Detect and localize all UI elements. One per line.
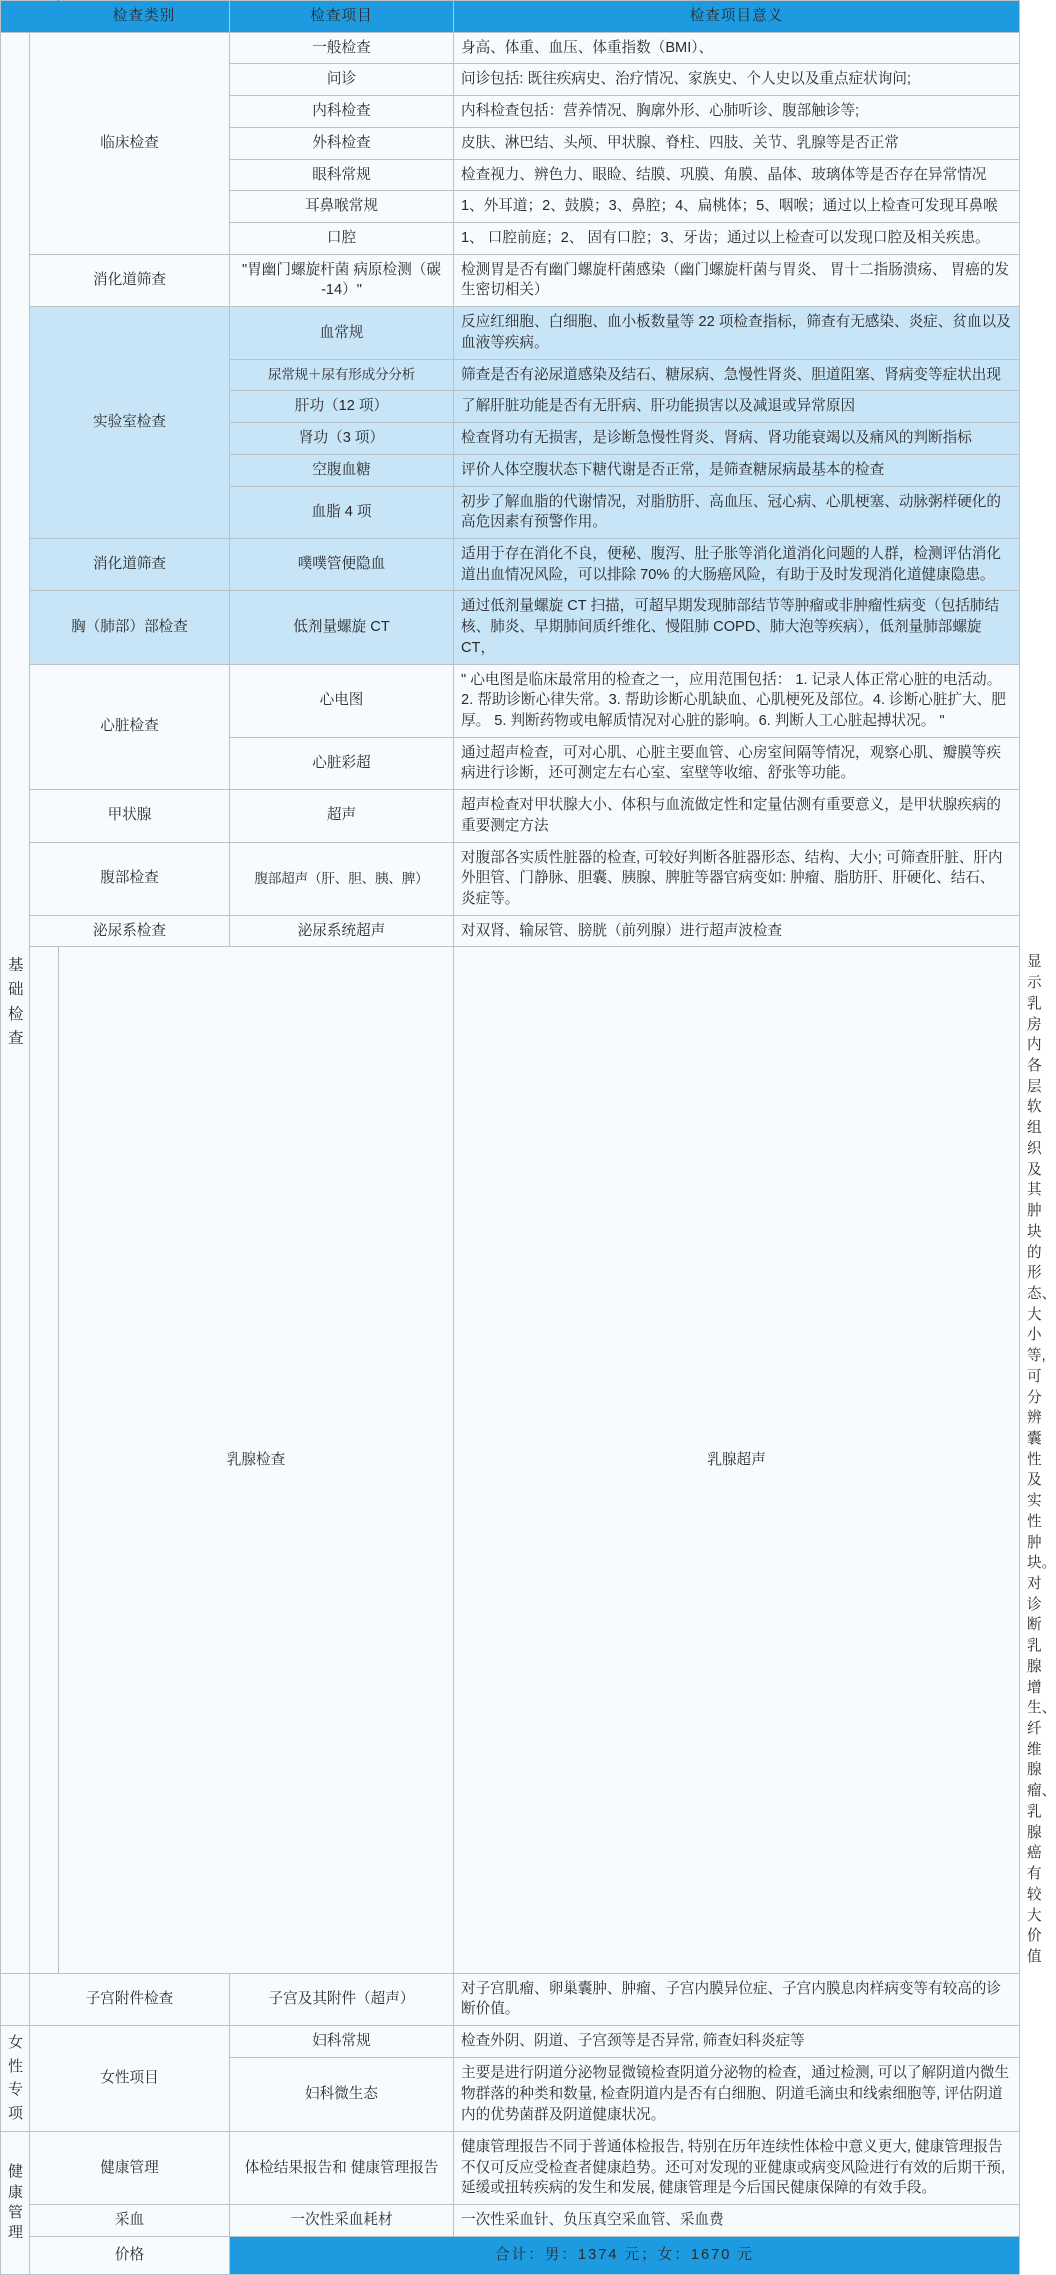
item-name: 一般检查 bbox=[230, 32, 454, 64]
item-name: "胃幽门螺旋杆菌 病原检测（碳 -14）" bbox=[230, 254, 454, 306]
item-name: 体检结果报告和 健康管理报告 bbox=[230, 2131, 454, 2204]
item-name: 子宫及其附件（超声） bbox=[230, 1973, 454, 2025]
header-item: 检查项目 bbox=[230, 1, 454, 33]
item-name: 心脏彩超 bbox=[230, 737, 454, 789]
item-meaning: 对子宫肌瘤、卵巢囊肿、肿瘤、子宫内膜异位症、子宫内膜息肉样病变等有较高的诊断价值。 bbox=[454, 1973, 1020, 2025]
item-meaning: 适用于存在消化不良，便秘、腹泻、肚子胀等消化道消化问题的人群，检测评估消化道出血情况风险，可以排除 70% 的大肠癌风险，有助于及时发现消化道健康隐患。 bbox=[454, 538, 1020, 590]
item-name: 妇科常规 bbox=[230, 2026, 454, 2058]
group-label-health: 健康管理 bbox=[8, 2163, 24, 2242]
item-meaning: 检查视力、辨色力、眼睑、结膜、巩膜、角膜、晶体、玻璃体等是否存在异常情况 bbox=[454, 159, 1020, 191]
category-chest: 胸（肺部）部检查 bbox=[30, 591, 230, 664]
price-total-value: 合计：男：1374 元；女：1670 元 bbox=[230, 2236, 1020, 2274]
price-label: 价格 bbox=[30, 2236, 230, 2274]
category-urinary: 泌尿系检查 bbox=[30, 915, 230, 947]
item-name: 心电图 bbox=[230, 664, 454, 737]
header-category: 检查类别 bbox=[59, 1, 230, 33]
item-name: 肝功（12 项） bbox=[230, 391, 454, 423]
item-meaning: 评价人体空腹状态下糖代谢是否正常，是筛查糖尿病最基本的检查 bbox=[454, 454, 1020, 486]
item-name: 妇科微生态 bbox=[230, 2058, 454, 2132]
item-meaning: 初步了解血脂的代谢情况，对脂肪肝、高血压、冠心病、心肌梗塞、动脉粥样硬化的高危因素有预警作用。 bbox=[454, 486, 1020, 538]
item-name: 口腔 bbox=[230, 223, 454, 255]
item-name: 一次性采血耗材 bbox=[230, 2205, 454, 2237]
category-blood-draw: 采血 bbox=[30, 2205, 230, 2237]
table-row bbox=[1, 307, 1020, 359]
table-row bbox=[1, 2026, 1020, 2058]
item-meaning: 对腹部各实质性脏器的检查, 可较好判断各脏器形态、结构、大小; 可筛查肝脏、肝内外胆管、门静脉、胆囊、胰腺、脾脏等器官病变如: 肿瘤、脂肪肝、肝硬化、结石、 炎症等。 bbox=[454, 842, 1020, 915]
price-row bbox=[1, 2236, 1020, 2274]
table-header bbox=[1, 1, 1020, 33]
item-meaning: 对双肾、输尿管、膀胱（前列腺）进行超声波检查 bbox=[454, 915, 1020, 947]
item-name: 乳腺超声 bbox=[454, 947, 1020, 1973]
table-row bbox=[1, 915, 1020, 947]
table-row bbox=[1, 591, 1020, 664]
group-cell-basic bbox=[1, 32, 30, 1973]
header-spacer bbox=[1, 1, 59, 33]
group-cell-blank bbox=[1, 1973, 30, 2025]
item-name: 空腹血糖 bbox=[230, 454, 454, 486]
item-name: 外科检查 bbox=[230, 127, 454, 159]
item-meaning: 反应红细胞、白细胞、血小板数量等 22 项检查指标，筛查有无感染、炎症、贫血以及血液等疾病。 bbox=[454, 307, 1020, 359]
item-meaning: 一次性采血针、负压真空采血管、采血费 bbox=[454, 2205, 1020, 2237]
category-health-management: 健康管理 bbox=[30, 2131, 230, 2204]
item-name: 问诊 bbox=[230, 64, 454, 96]
category-heart: 心脏检查 bbox=[30, 664, 230, 790]
category-clinical: 临床检查 bbox=[30, 32, 230, 254]
item-name: 噗噗管便隐血 bbox=[230, 538, 454, 590]
table-row bbox=[1, 254, 1020, 306]
item-name: 眼科常规 bbox=[230, 159, 454, 191]
item-meaning: 了解肝脏功能是否有无肝病、肝功能损害以及减退或异常原因 bbox=[454, 391, 1020, 423]
item-meaning: 检查肾功有无损害，是诊断急慢性肾炎、肾病、肾功能衰竭以及痛风的判断指标 bbox=[454, 423, 1020, 455]
item-name: 超声 bbox=[230, 790, 454, 842]
item-meaning: " 心电图是临床最常用的检查之一，应用范围包括： 1. 记录人体正常心脏的电活动。2. 帮助诊断心律失常。3. 帮助诊断心肌缺血、心肌梗死及部位。4. 诊断心脏扩大、肥厚。 5. 判断药物或电解质情况对心脏的影响。6. 判断人工心脏起搏状况。 " bbox=[454, 664, 1020, 737]
item-name: 血脂 4 项 bbox=[230, 486, 454, 538]
group-cell-blank bbox=[30, 947, 59, 1973]
item-name: 泌尿系统超声 bbox=[230, 915, 454, 947]
table-row bbox=[1, 664, 1020, 737]
group-cell-female bbox=[1, 2026, 30, 2132]
item-meaning: 超声检查对甲状腺大小、体积与血流做定性和定量估测有重要意义，是甲状腺疾病的重要测定方法 bbox=[454, 790, 1020, 842]
group-cell-health bbox=[1, 2131, 30, 2274]
group-label-female: 女性专项 bbox=[8, 2034, 25, 2123]
item-meaning: 内科检查包括：营养情况、胸廓外形、心肺听诊、腹部触诊等; bbox=[454, 96, 1020, 128]
table-row bbox=[1, 32, 1020, 64]
table-row bbox=[1, 1973, 1020, 2025]
table-body bbox=[1, 32, 1056, 2274]
table-row bbox=[1, 790, 1020, 842]
item-name: 腹部超声（肝、胆、胰、脾） bbox=[230, 842, 454, 915]
table-row: 乳腺检查 乳腺超声 显示乳房内各层软组织及其肿块的形态、大小等, 可分辨囊性及实性肿块。对诊断乳腺增生、纤维腺瘤、乳腺癌有较大价值 bbox=[1, 947, 1020, 1973]
item-meaning: 主要是进行阴道分泌物显微镜检查阴道分泌物的检查，通过检测, 可以了解阴道内微生物群落的种类和数量, 检查阴道内是否有白细胞、阴道毛滴虫和线索细胞等, 评估阴道内的优势菌群及阴道健康状况。 bbox=[454, 2058, 1020, 2132]
item-name: 内科检查 bbox=[230, 96, 454, 128]
category-breast: 乳腺检查 bbox=[59, 947, 454, 1973]
item-meaning: 1、 口腔前庭；2、 固有口腔；3、牙齿；通过以上检查可以发现口腔及相关疾患。 bbox=[454, 223, 1020, 255]
category-digestive-1: 消化道筛查 bbox=[30, 254, 230, 306]
category-thyroid: 甲状腺 bbox=[30, 790, 230, 842]
item-name: 肾功（3 项） bbox=[230, 423, 454, 455]
item-meaning: 通过超声检查，可对心肌、心脏主要血管、心房室间隔等情况，观察心肌、瓣膜等疾病进行诊断，还可测定左右心室、室壁等收缩、舒张等功能。 bbox=[454, 737, 1020, 789]
table-row bbox=[1, 842, 1020, 915]
category-abdomen: 腹部检查 bbox=[30, 842, 230, 915]
item-meaning: 身高、体重、血压、体重指数（BMI）、 bbox=[454, 32, 1020, 64]
header-row bbox=[1, 1, 1020, 33]
item-meaning: 筛查是否有泌尿道感染及结石、糖尿病、急慢性肾炎、胆道阻塞、肾病变等症状出现 bbox=[454, 359, 1020, 391]
item-meaning: 问诊包括: 既往疾病史、治疗情况、家族史、个人史以及重点症状询问; bbox=[454, 64, 1020, 96]
header-meaning: 检查项目意义 bbox=[454, 1, 1020, 33]
item-meaning: 检查外阴、阴道、子宫颈等是否异常, 筛查妇科炎症等 bbox=[454, 2026, 1020, 2058]
item-name: 尿常规＋尿有形成分分析 bbox=[230, 359, 454, 391]
item-name: 血常规 bbox=[230, 307, 454, 359]
item-name: 耳鼻喉常规 bbox=[230, 191, 454, 223]
item-meaning: 1、外耳道；2、鼓膜；3、鼻腔；4、扁桃体；5、咽喉；通过以上检查可发现耳鼻喉 bbox=[454, 191, 1020, 223]
item-meaning: 通过低剂量螺旋 CT 扫描，可超早期发现肺部结节等肿瘤或非肿瘤性病变（包括肺结核、肺炎、早期肺间质纤维化、慢阻肺 COPD、肺大泡等疾病），低剂量肺部螺旋 CT， bbox=[454, 591, 1020, 664]
item-meaning: 皮肤、淋巴结、头颅、甲状腺、脊柱、四肢、关节、乳腺等是否正常 bbox=[454, 127, 1020, 159]
group-label-basic: 基础检查 bbox=[8, 956, 26, 1048]
table-row bbox=[1, 2205, 1020, 2237]
table-row bbox=[1, 538, 1020, 590]
category-uterus: 子宫附件检查 bbox=[30, 1973, 230, 2025]
item-meaning: 健康管理报告不同于普通体检报告, 特别在历年连续性体检中意义更大, 健康管理报告不仅可反应受检查者健康趋势。还可对发现的亚健康或病变风险进行有效的后期干预, 延缓或扭转疾病的发生和发展, 健康管理是今后国民健康保障的有效手段。 bbox=[454, 2131, 1020, 2204]
table-row bbox=[1, 2131, 1020, 2204]
category-digestive-2: 消化道筛查 bbox=[30, 538, 230, 590]
category-lab: 实验室检查 bbox=[30, 307, 230, 539]
category-female-items: 女性项目 bbox=[30, 2026, 230, 2132]
item-meaning: 检测胃是否有幽门螺旋杆菌感染（幽门螺旋杆菌与胃炎、 胃十二指肠溃疡、 胃癌的发生密切相关） bbox=[454, 254, 1020, 306]
item-name: 低剂量螺旋 CT bbox=[230, 591, 454, 664]
